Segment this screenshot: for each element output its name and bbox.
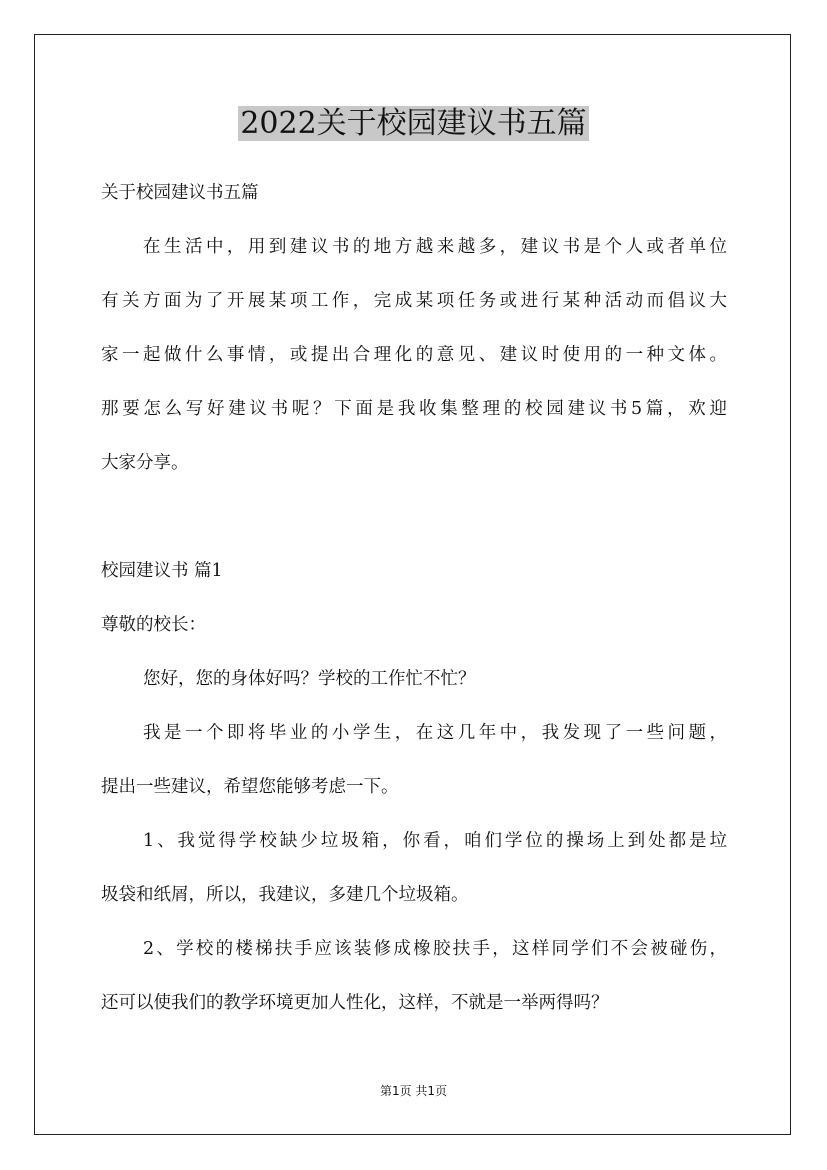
section-heading: 校园建议书 篇1: [101, 561, 223, 581]
body-line-7: 还可以使我们的教学环境更加人性化，这样，不就是一举两得吗？: [101, 993, 609, 1013]
body-line-6: 2、学校的楼梯扶手应该装修成橡胶扶手，这样同学们不会被碰伤，: [143, 939, 727, 959]
intro-line-5: 大家分享。: [101, 453, 189, 473]
intro-line-4: 那要怎么写好建议书呢？下面是我收集整理的校园建议书5篇，欢迎: [101, 399, 727, 419]
page-footer: [0, 1083, 827, 1099]
body-line-1: 您好，您的身体好吗？学校的工作忙不忙？: [143, 669, 476, 689]
body-line-4: 1、我觉得学校缺少垃圾箱，你看，咱们学位的操场上到处都是垃: [143, 831, 727, 851]
body-line-5: 圾袋和纸屑，所以，我建议，多建几个垃圾箱。: [101, 885, 469, 905]
body-line-2: 我是一个即将毕业的小学生，在这几年中，我发现了一些问题，: [143, 723, 727, 743]
document-title-text: 2022关于校园建议书五篇: [240, 106, 587, 141]
document-body: [101, 172, 727, 1036]
blank-line: [101, 496, 727, 550]
salutation: 尊敬的校长：: [101, 615, 206, 635]
subtitle: 关于校园建议书五篇: [101, 183, 259, 203]
intro-line-1: 在生活中，用到建议书的地方越来越多，建议书是个人或者单位: [143, 237, 727, 257]
intro-line-3: 家一起做什么事情，或提出合理化的意见、建议时使用的一种文体。: [101, 345, 727, 365]
intro-line-2: 有关方面为了开展某项工作，完成某项任务或进行某种活动而倡议大: [101, 291, 727, 311]
page-indicator: 第1页 共1页: [379, 1084, 448, 1098]
body-line-3: 提出一些建议，希望您能够考虑一下。: [101, 777, 399, 797]
document-title: [0, 103, 827, 145]
